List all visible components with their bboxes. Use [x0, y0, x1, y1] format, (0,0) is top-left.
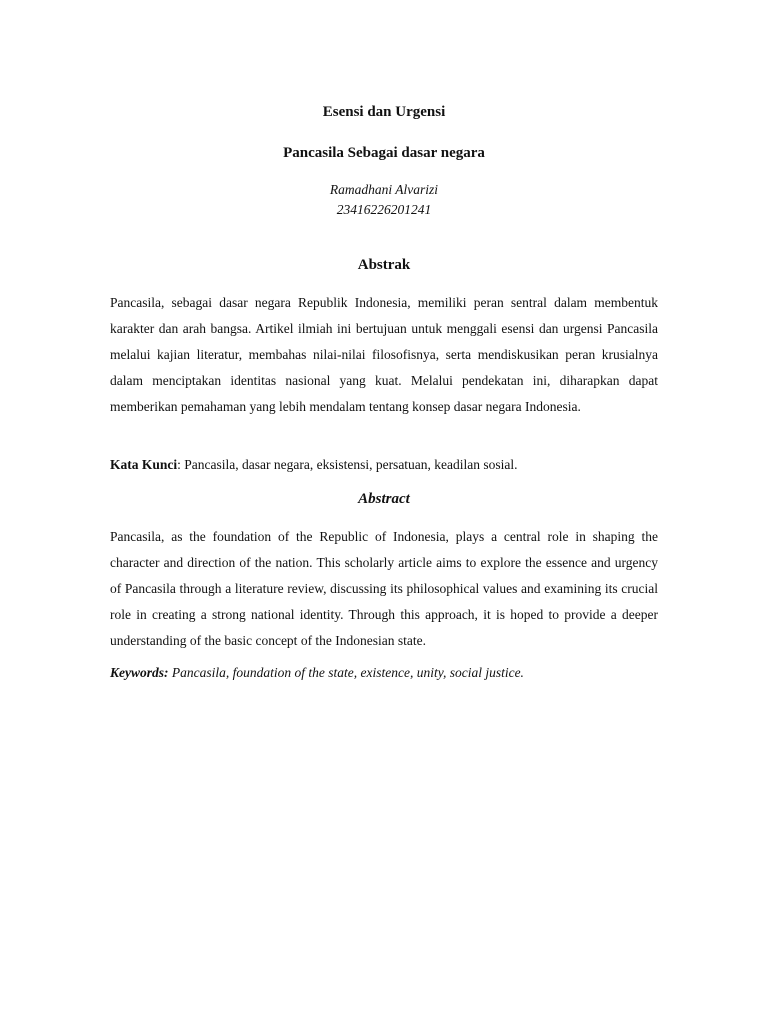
title-line-1: Esensi dan Urgensi: [322, 104, 446, 120]
kata-kunci-label: Kata Kunci: [110, 457, 178, 472]
keywords: [110, 663, 670, 683]
keywords-label: Keywords:: [110, 665, 169, 680]
kata-kunci: [110, 455, 670, 475]
keywords-text: Pancasila, foundation of the state, existence, unity, social justice.: [168, 665, 524, 680]
author-id: 23416226201241: [336, 202, 432, 217]
abstract-heading: Abstract: [358, 491, 410, 507]
title-line-2: Pancasila Sebagai dasar negara: [283, 145, 485, 161]
abstrak-body: Pancasila, sebagai dasar negara Republik Indonesia, memiliki peran sentral dalam membentuk karakter dan arah bangsa. Artikel ilmiah ini bertujuan untuk menggali esensi dan urgensi Pancasila melalui kajian literatur, membahas nilai-nilai filosofisnya, serta mendiskusikan peran krusialnya dalam menciptakan identitas nasional yang kuat. Melalui pendekatan ini, diharapkan dapat memberikan pemahaman yang lebih mendalam tentang konsep dasar negara Indonesia.: [110, 295, 658, 414]
kata-kunci-text: : Pancasila, dasar negara, eksistensi, persatuan, keadilan sosial.: [177, 457, 518, 472]
author-name: Ramadhani Alvarizi: [329, 182, 439, 197]
abstrak-heading: Abstrak: [357, 257, 411, 273]
abstract-body: Pancasila, as the foundation of the Republic of Indonesia, plays a central role in shaping the character and direction of the nation. This scholarly article aims to explore the essence and urgency of Pancasila through a literature review, discussing its philosophical values and examining its crucial role in creating a strong national identity. Through this approach, it is hoped to provide a deeper understanding of the basic concept of the Indonesian state.: [110, 529, 658, 648]
